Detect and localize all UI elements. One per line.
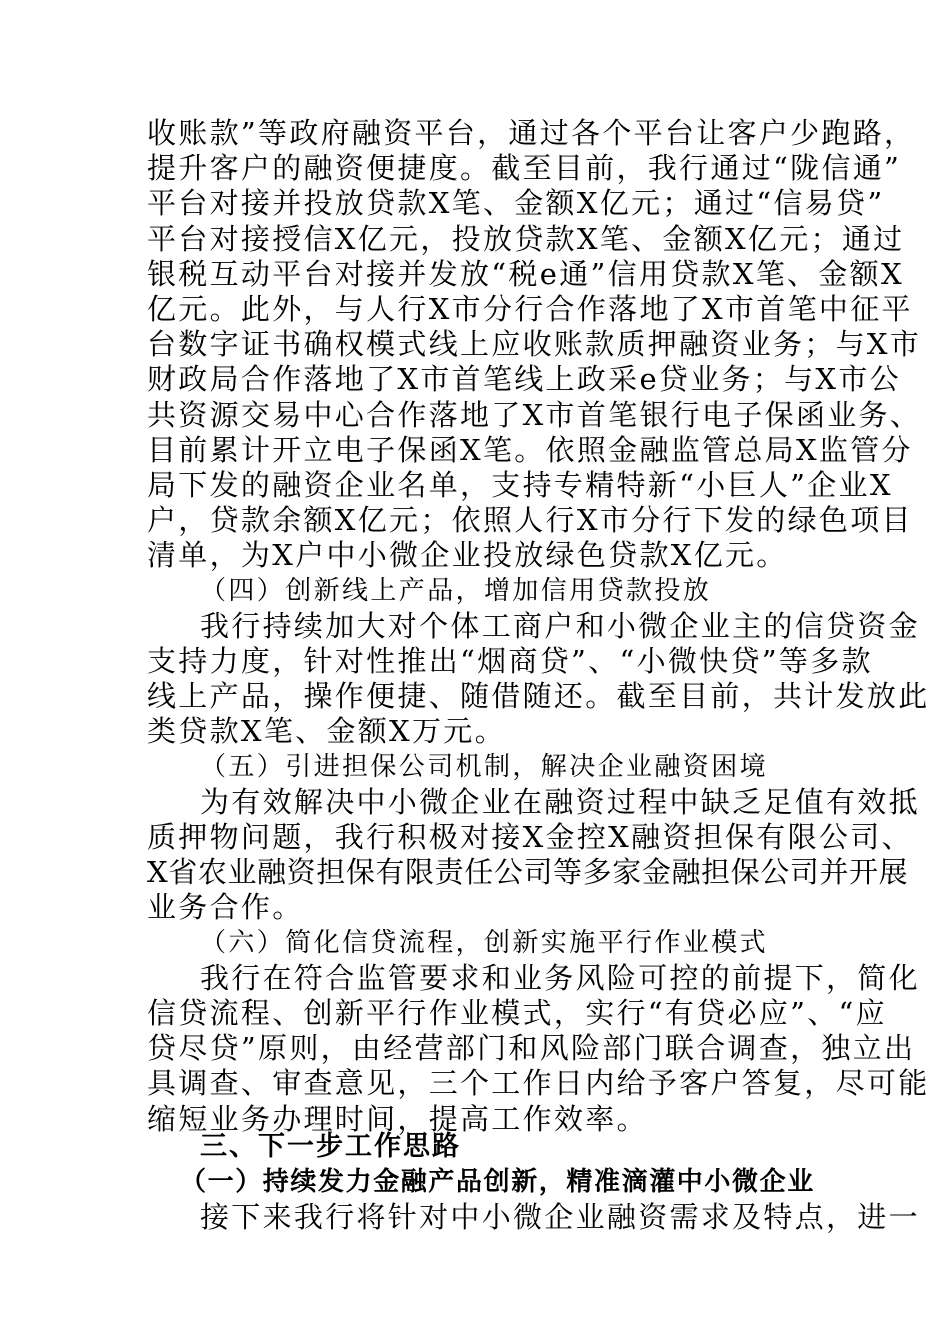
paragraph-line: 清单，为X户中小微企业投放绿色贷款X亿元。 <box>147 538 788 572</box>
paragraph-line: 台数字证书确权模式线上应收账款质押融资业务；与X市 <box>147 327 922 361</box>
paragraph-line: 业务合作。 <box>147 890 304 924</box>
paragraph-line: 收账款”等政府融资平台，通过各个平台让客户少跑路， <box>147 116 916 150</box>
paragraph-line: 银税互动平台对接并发放“税e通”信用贷款X笔、金额X <box>147 257 904 291</box>
paragraph-line: 信贷流程、创新平行作业模式，实行“有贷必应”、“应 <box>147 996 887 1030</box>
paragraph-line: 贷尽贷”原则，由经营部门和风险部门联合调查，独立出 <box>147 1031 916 1065</box>
paragraph-line: 我行持续加大对个体工商户和小微企业主的信贷资金 <box>200 609 920 643</box>
paragraph-line: 提升客户的融资便捷度。截至目前，我行通过“陇信通” <box>147 151 902 185</box>
paragraph-line: 类贷款X笔、金额X万元。 <box>147 714 506 748</box>
subsection-heading-4: （四）创新线上产品，增加信用贷款投放 <box>200 576 712 606</box>
paragraph-line: 具调查、审查意见，三个工作日内给予客户答复，尽可能 <box>147 1066 930 1100</box>
paragraph-line: 财政局合作落地了X市首笔线上政采e贷业务；与X市公 <box>147 362 901 396</box>
paragraph-line: 缩短业务办理时间，提高工作效率。 <box>147 1102 648 1136</box>
paragraph-line: 支持力度，针对性推出“烟商贷”、“小微快贷”等多款 <box>147 644 873 678</box>
section-heading-3: 三、下一步工作思路 <box>200 1131 461 1162</box>
subsection-heading-6: （六）简化信贷流程，创新实施平行作业模式 <box>200 928 769 958</box>
paragraph-line: 亿元。此外，与人行X市分行合作落地了X市首笔中征平 <box>147 292 913 326</box>
subsection-heading-5: （五）引进担保公司机制，解决企业融资困境 <box>200 752 769 782</box>
paragraph-line: 我行在符合监管要求和业务风险可控的前提下，简化 <box>200 961 920 995</box>
paragraph-line: X省农业融资担保有限责任公司等多家金融担保公司并开展 <box>147 855 909 889</box>
paragraph-line: 目前累计开立电子保函X笔。依照金融监管总局X监管分 <box>147 433 913 467</box>
paragraph-line: 为有效解决中小微企业在融资过程中缺乏足值有效抵 <box>200 785 920 819</box>
paragraph-line: 局下发的融资企业名单，支持专精特新“小巨人”企业X <box>147 468 893 502</box>
paragraph-line: 平台对接并投放贷款X笔、金额X亿元；通过“信易贷” <box>147 186 885 220</box>
subsection-heading-1: （一）持续发力金融产品创新，精准滴灌中小微企业 <box>180 1167 815 1197</box>
paragraph-line: 接下来我行将针对中小微企业融资需求及特点，进一 <box>200 1200 920 1234</box>
paragraph-line: 户，贷款余额X亿元；依照人行X市分行下发的绿色项目 <box>147 503 913 537</box>
paragraph-line: 质押物问题，我行积极对接X金控X融资担保有限公司、 <box>147 820 913 854</box>
paragraph-line: 平台对接授信X亿元，投放贷款X笔、金额X亿元；通过 <box>147 222 905 256</box>
paragraph-line: 共资源交易中心合作落地了X市首笔银行电子保函业务、 <box>147 398 922 432</box>
paragraph-line: 线上产品，操作便捷、随借随还。截至目前，共计发放此 <box>147 679 930 713</box>
